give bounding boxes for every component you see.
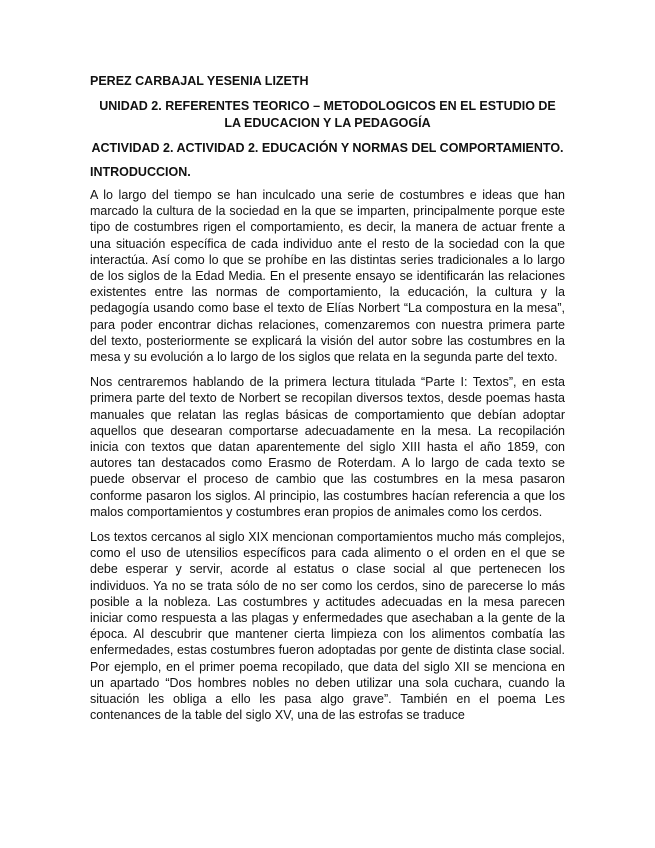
unit-title: UNIDAD 2. REFERENTES TEORICO – METODOLOGICOS EN EL ESTUDIO DE LA EDUCACION Y LA PEDAGOGÍA xyxy=(99,99,556,130)
paragraph-3: Los textos cercanos al siglo XIX mencionan comportamientos mucho más complejos, como el uso de utensilios específicos para cada alimento o el orden en el que se debe esperar y servir, acorde al estatus o clase social al que pertenecen los individuos. Ya no se trata sólo de no ser como los cerdos, sino de parecerse lo más posible a la nobleza. Las costumbres y actitudes adecuadas en la mesa parecen iniciar como respuesta a las plagas y enfermedades que asechaban a la gente de la época. Al descubrir que mantener cierta limpieza con los alimentos combatía las enfermedades, estas costumbres fueron adoptadas por gente de distinta clase social. Por ejemplo, en el primer poema recopilado, que data del siglo XII se menciona en un apartado “Dos hombres nobles no deben utilizar una sola cuchara, cuando la situación les obliga a ello les pasa algo grave”. También en el poema Les contenances de la table del siglo XV, una de las estrofas se traduce xyxy=(90,530,565,723)
paragraph-2: Nos centraremos hablando de la primera lectura titulada “Parte I: Textos”, en esta primera parte del texto de Norbert se recopilan diversos textos, desde poemas hasta manuales que relatan las reglas básicas de comportamiento que debían adoptar aquellos que desearan comportarse adecuadamente en la mesa. La recopilación inicia con textos que datan aparentemente del siglo XIII hasta el año 1859, con autores tan destacados como Erasmo de Roterdam. A lo largo de cada texto se puede observar el proceso de cambio que las costumbres en la mesa pasaron conforme pasaron los siglos. Al principio, las costumbres hacían referencia a que los malos comportamientos y costumbres eran propios de animales como los cerdos. xyxy=(90,375,565,519)
paragraph-1: A lo largo del tiempo se han inculcado una serie de costumbres e ideas que han marcado la cultura de la sociedad en la que se imparten, principalmente porque este tipo de costumbres rigen el comportamiento, es decir, la manera de actuar frente a una situación específica de cada individuo ante el resto de la sociedad con la que interactúa. Así como lo que se prohíbe en las distintas series tradicionales a lo largo de los siglos de la Edad Media. En el presente ensayo se identificarán las relaciones existentes entre las normas de comportamiento, la educación, la cultura y la pedagogía usando como base el texto de Elías Norbert “La compostura en la mesa”, para poder encontrar dichas relaciones, comenzaremos con nuestra primera parte del texto, posteriormente se explicará la visión del autor sobre las costumbres en la mesa y su evolución a lo largo de los siglos que relata en la segunda parte del texto. xyxy=(90,188,565,365)
activity-title: ACTIVIDAD 2. ACTIVIDAD 2. EDUCACIÓN Y NORMAS DEL COMPORTAMIENTO. xyxy=(91,141,564,155)
section-heading: INTRODUCCION. xyxy=(90,165,191,179)
author-name: PEREZ CARBAJAL YESENIA LIZETH xyxy=(90,74,309,88)
